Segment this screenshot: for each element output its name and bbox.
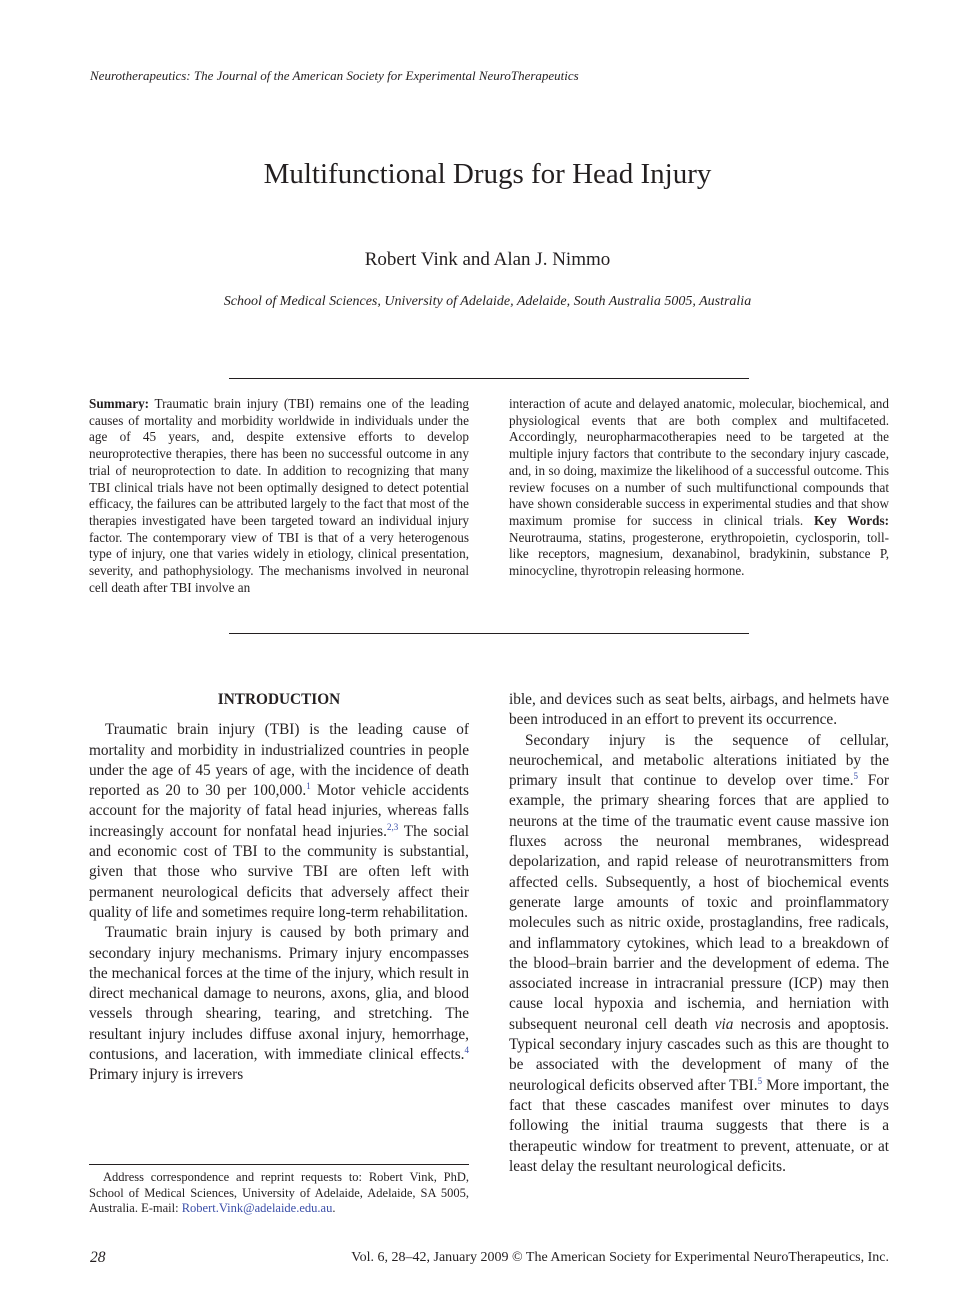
summary-text-left: Traumatic brain injury (TBI) remains one of the leading causes of mortality and morbidity worldwide in individuals under the age of 45 years, and, despite extensive efforts to develop neuroprotective therapies, there has been no successful outcome in any trial of neuroprotection to date. In addition to recognizing that many TBI clinical trials have not been optimally designed to detect potential efficacy, the failures can be attributed largely to the fact that most of the therapies investigated have been targeted toward an individual injury factor. The contemporary view of TBI is that of a very heterogenous type of injury, one that varies widely in etiology, clinical presentation, severity, and pathophysiology. The mechanisms involved in neuronal cell death after TBI involve an	[89, 396, 470, 595]
reference-link[interactable]: 2,3	[386, 821, 399, 832]
summary-top-rule	[229, 378, 749, 379]
author-list: Robert Vink and Alan J. Nimmo	[364, 249, 611, 270]
summary-text-right: interaction of acute and delayed anatomic, molecular, biochemical, and physiological events that are both complex and multifaceted. Accordingly, neuropharmacotherapies need to be targeted at the multiple injury factors that contribute to the secondary injury cascade, and, in so doing, maximize the likelihood of a successful outcome. This review focuses on a number of such multifunctional compounds that have shown considerable success in experimental studies and that show maximum promise for success in clinical trials.	[509, 396, 889, 528]
body-left-column	[89, 690, 469, 1086]
email-link[interactable]: Robert.Vink@adelaide.edu.au	[181, 1201, 333, 1216]
paragraph: Secondary injury is the sequence of cellular, neurochemical, and metabolic alterations initiated by the primary insult that continue to develop over time.$^5$ For example, the primary shearing forces that are applied to neurons at the time of the traumatic event cause massive ion fluxes across the neuronal membranes, widespread depolarization, and rapid release of neurotransmitters from affected cells. Subsequently, a host of biochemical events generate large amounts of toxic and proinflammatory molecules such as nitric oxide, prostaglandins, free radicals, and inflammatory cytokines, which lead to a breakdown of the blood–brain barrier and the development of edema. The associated increase in intracranial pressure (ICP) may then cause local hypoxia and ischemia, and herniation with subsequent neuronal cell death via necrosis and apoptosis. Typical secondary injury cascades such as this are thought to be associated with the development of many of the neurological deficits observed after TBI.$^5$ More important, the fact that these cascades manifest over minutes to days following the initial trauma suggests that there is a therapeutic window for treatment to prevent, attenuate, or at least delay the resultant neurological deficits.	[509, 731, 889, 1175]
footnote-rule	[89, 1164, 469, 1165]
reference-link[interactable]: 5	[853, 771, 859, 782]
paragraph: Traumatic brain injury (TBI) is the leading cause of mortality and morbidity in industrialized countries in people under the age of 45 years of age, with the incidence of death reported as 20 to 30 per 100,000.$^1$ Motor vehicle accidents account for the majority of fatal head injuries, whereas falls increasingly account for nonfatal head injuries.$^{2,3}$ The social and economic cost of TBI to the community is substantial, given that those who survive TBI are often left with permanent neurological deficits that adversely affect their quality of life and sometimes require long-term rehabilitation.	[89, 721, 469, 921]
summary-left-column	[89, 396, 469, 596]
affiliation: School of Medical Sciences, University of Adelaide, Adelaide, South Australia 5005, Australia	[223, 294, 752, 309]
reference-link[interactable]: 1	[306, 781, 311, 792]
reference-link[interactable]: 5	[757, 1075, 763, 1086]
journal-name: Neurotherapeutics: The Journal of the American Society for Experimental NeuroTherapeutics	[90, 68, 579, 83]
summary-right-column	[509, 396, 889, 580]
article-title: Multifunctional Drugs for Head Injury	[263, 158, 712, 190]
paragraph-continued: Primary injury is irrevers	[89, 1066, 244, 1084]
section-heading: INTRODUCTION	[217, 691, 341, 708]
citation-footer: Vol. 6, 28–42, January 2009 © The American Society for Experimental NeuroTherapeutics, Inc.	[351, 1250, 889, 1265]
correspondence-footnote: Address correspondence and reprint requests to: Robert Vink, PhD, School of Medical Sciences, University of Adelaide, Adelaide, SA 5005, Australia. E-mail: Robert.Vink@adelaide.edu.au.	[89, 1170, 469, 1216]
reference-link[interactable]: 4	[464, 1045, 469, 1056]
summary-bottom-rule	[229, 633, 749, 634]
keywords-label: Key Words:	[814, 512, 890, 528]
keywords-list: Neurotrauma, statins, progesterone, erythropoietin, cyclosporin, toll-like receptors, magnesium, dexanabinol, bradykinin, substance P, minocycline, thyrotropin releasing hormone.	[509, 529, 889, 579]
body-right-column	[509, 690, 889, 1177]
summary-label: Summary:	[89, 396, 150, 411]
page-number: 28	[90, 1249, 106, 1266]
paragraph-continuation: ible, and devices such as seat belts, airbags, and helmets have been introduced in an effort to prevent its occurrence.	[509, 691, 889, 729]
paragraph: Traumatic brain injury is caused by both primary and secondary injury mechanisms. Primary injury encompasses the mechanical forces at the time of the injury, which result in direct mechanical damage to neurons, axons, glia, and blood vessels through shearing, tearing, and stretching. The resultant injury includes diffuse axonal injury, hemorrhage, contusions, and laceration, with immediate clinical effects.$^4$ Primary injury is irrevers	[89, 924, 469, 1084]
